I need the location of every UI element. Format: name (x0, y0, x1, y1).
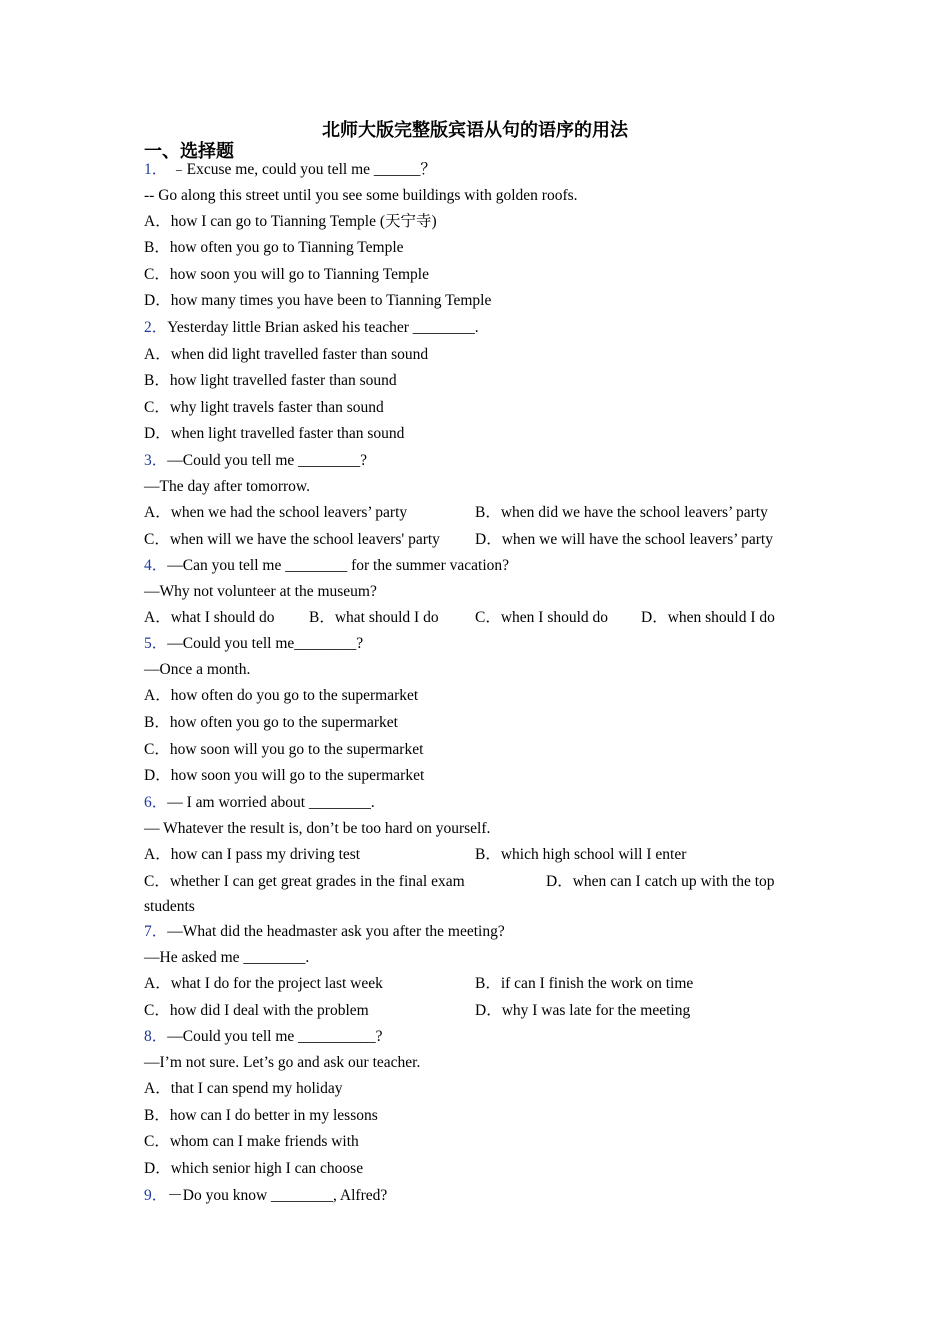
option: A．when did light travelled faster than sound (144, 346, 429, 363)
option: D．why I was late for the meeting (475, 1002, 691, 1019)
option: D．how soon you will go to the supermarket (144, 767, 425, 784)
option: C．whether I can get great grades in the final exam (144, 873, 465, 890)
question-stem: — I am worried about ________. (167, 794, 375, 811)
question-reply: -- Go along this street until you see some buildings with golden roofs. (144, 187, 578, 204)
question-reply: — Whatever the result is, don’t be too hard on yourself. (144, 820, 491, 837)
question-number: 6． (144, 794, 168, 811)
question-reply: —The day after tomorrow. (144, 478, 310, 495)
question-6 (144, 793, 375, 813)
question-number: 5． (144, 635, 168, 652)
option: C．why light travels faster than sound (144, 399, 384, 416)
question-reply: —He asked me ________. (144, 949, 310, 966)
option: D．when we will have the school leavers’ party (475, 531, 773, 548)
question-stem: Yesterday little Brian asked his teacher ________. (167, 319, 479, 336)
option: A．what I do for the project last week (144, 975, 383, 992)
option: B．which high school will I enter (475, 846, 687, 863)
question-reply: —Why not volunteer at the museum? (144, 583, 377, 600)
question-7 (144, 922, 505, 942)
question-stem: ﹣Excuse me, could you tell me ______？ (171, 161, 436, 178)
option: B．how often you go to Tianning Temple (144, 239, 404, 256)
option: D．when can I catch up with the top (546, 873, 775, 890)
question-number: 7． (144, 923, 168, 940)
question-stem: －Do you know ________, Alfred? (167, 1187, 388, 1204)
option: A．how I can go to Tianning Temple (天宁寺) (144, 213, 437, 230)
option: C．how soon will you go to the supermarket (144, 741, 424, 758)
question-number: 4． (144, 557, 168, 574)
option: B．how light travelled faster than sound (144, 372, 397, 389)
question-stem: —Could you tell me________? (167, 635, 364, 652)
option: D．how many times you have been to Tianning Temple (144, 292, 492, 309)
question-5 (144, 634, 363, 654)
option: A．how often do you go to the supermarket (144, 687, 419, 704)
option: A．when we had the school leavers’ party (144, 504, 408, 521)
option: C．how soon you will go to Tianning Temple (144, 266, 429, 283)
question-stem: —Could you tell me __________? (167, 1028, 383, 1045)
question-number: 8． (144, 1028, 168, 1045)
option: A．that I can spend my holiday (144, 1080, 343, 1097)
question-4 (144, 556, 509, 576)
question-number: 9． (144, 1187, 168, 1204)
option: C．when will we have the school leavers' party (144, 531, 440, 548)
section-heading: 一、选择题 (144, 141, 234, 161)
question-stem: —Can you tell me ________ for the summer vacation? (167, 557, 510, 574)
option: B．what should I do (309, 609, 439, 626)
option: D．when light travelled faster than sound (144, 425, 405, 442)
page-title: 北师大版完整版宾语从句的语序的用法 (322, 120, 628, 140)
option: B．when did we have the school leavers’ party (475, 504, 768, 521)
option: A．what I should do (144, 609, 275, 626)
question-1 (144, 160, 436, 180)
option: C．when I should do (475, 609, 609, 626)
option: B．if can I finish the work on time (475, 975, 694, 992)
question-reply: —I’m not sure. Let’s go and ask our teacher. (144, 1054, 421, 1071)
question-9 (144, 1186, 387, 1206)
question-number: 1． (144, 161, 168, 178)
question-2 (144, 318, 479, 338)
option: D．which senior high I can choose (144, 1160, 364, 1177)
question-stem: —What did the headmaster ask you after the meeting? (167, 923, 505, 940)
question-number: 2． (144, 319, 168, 336)
question-8 (144, 1027, 383, 1047)
question-number: 3． (144, 452, 168, 469)
question-3 (144, 451, 367, 471)
question-stem: —Could you tell me ________? (167, 452, 368, 469)
option: C．how did I deal with the problem (144, 1002, 369, 1019)
option: C．whom can I make friends with (144, 1133, 359, 1150)
option-continuation: students (144, 898, 195, 915)
question-reply: —Once a month. (144, 661, 251, 678)
option: B．how often you go to the supermarket (144, 714, 398, 731)
option: A．how can I pass my driving test (144, 846, 361, 863)
option: B．how can I do better in my lessons (144, 1107, 378, 1124)
option: D．when should I do (641, 609, 775, 626)
